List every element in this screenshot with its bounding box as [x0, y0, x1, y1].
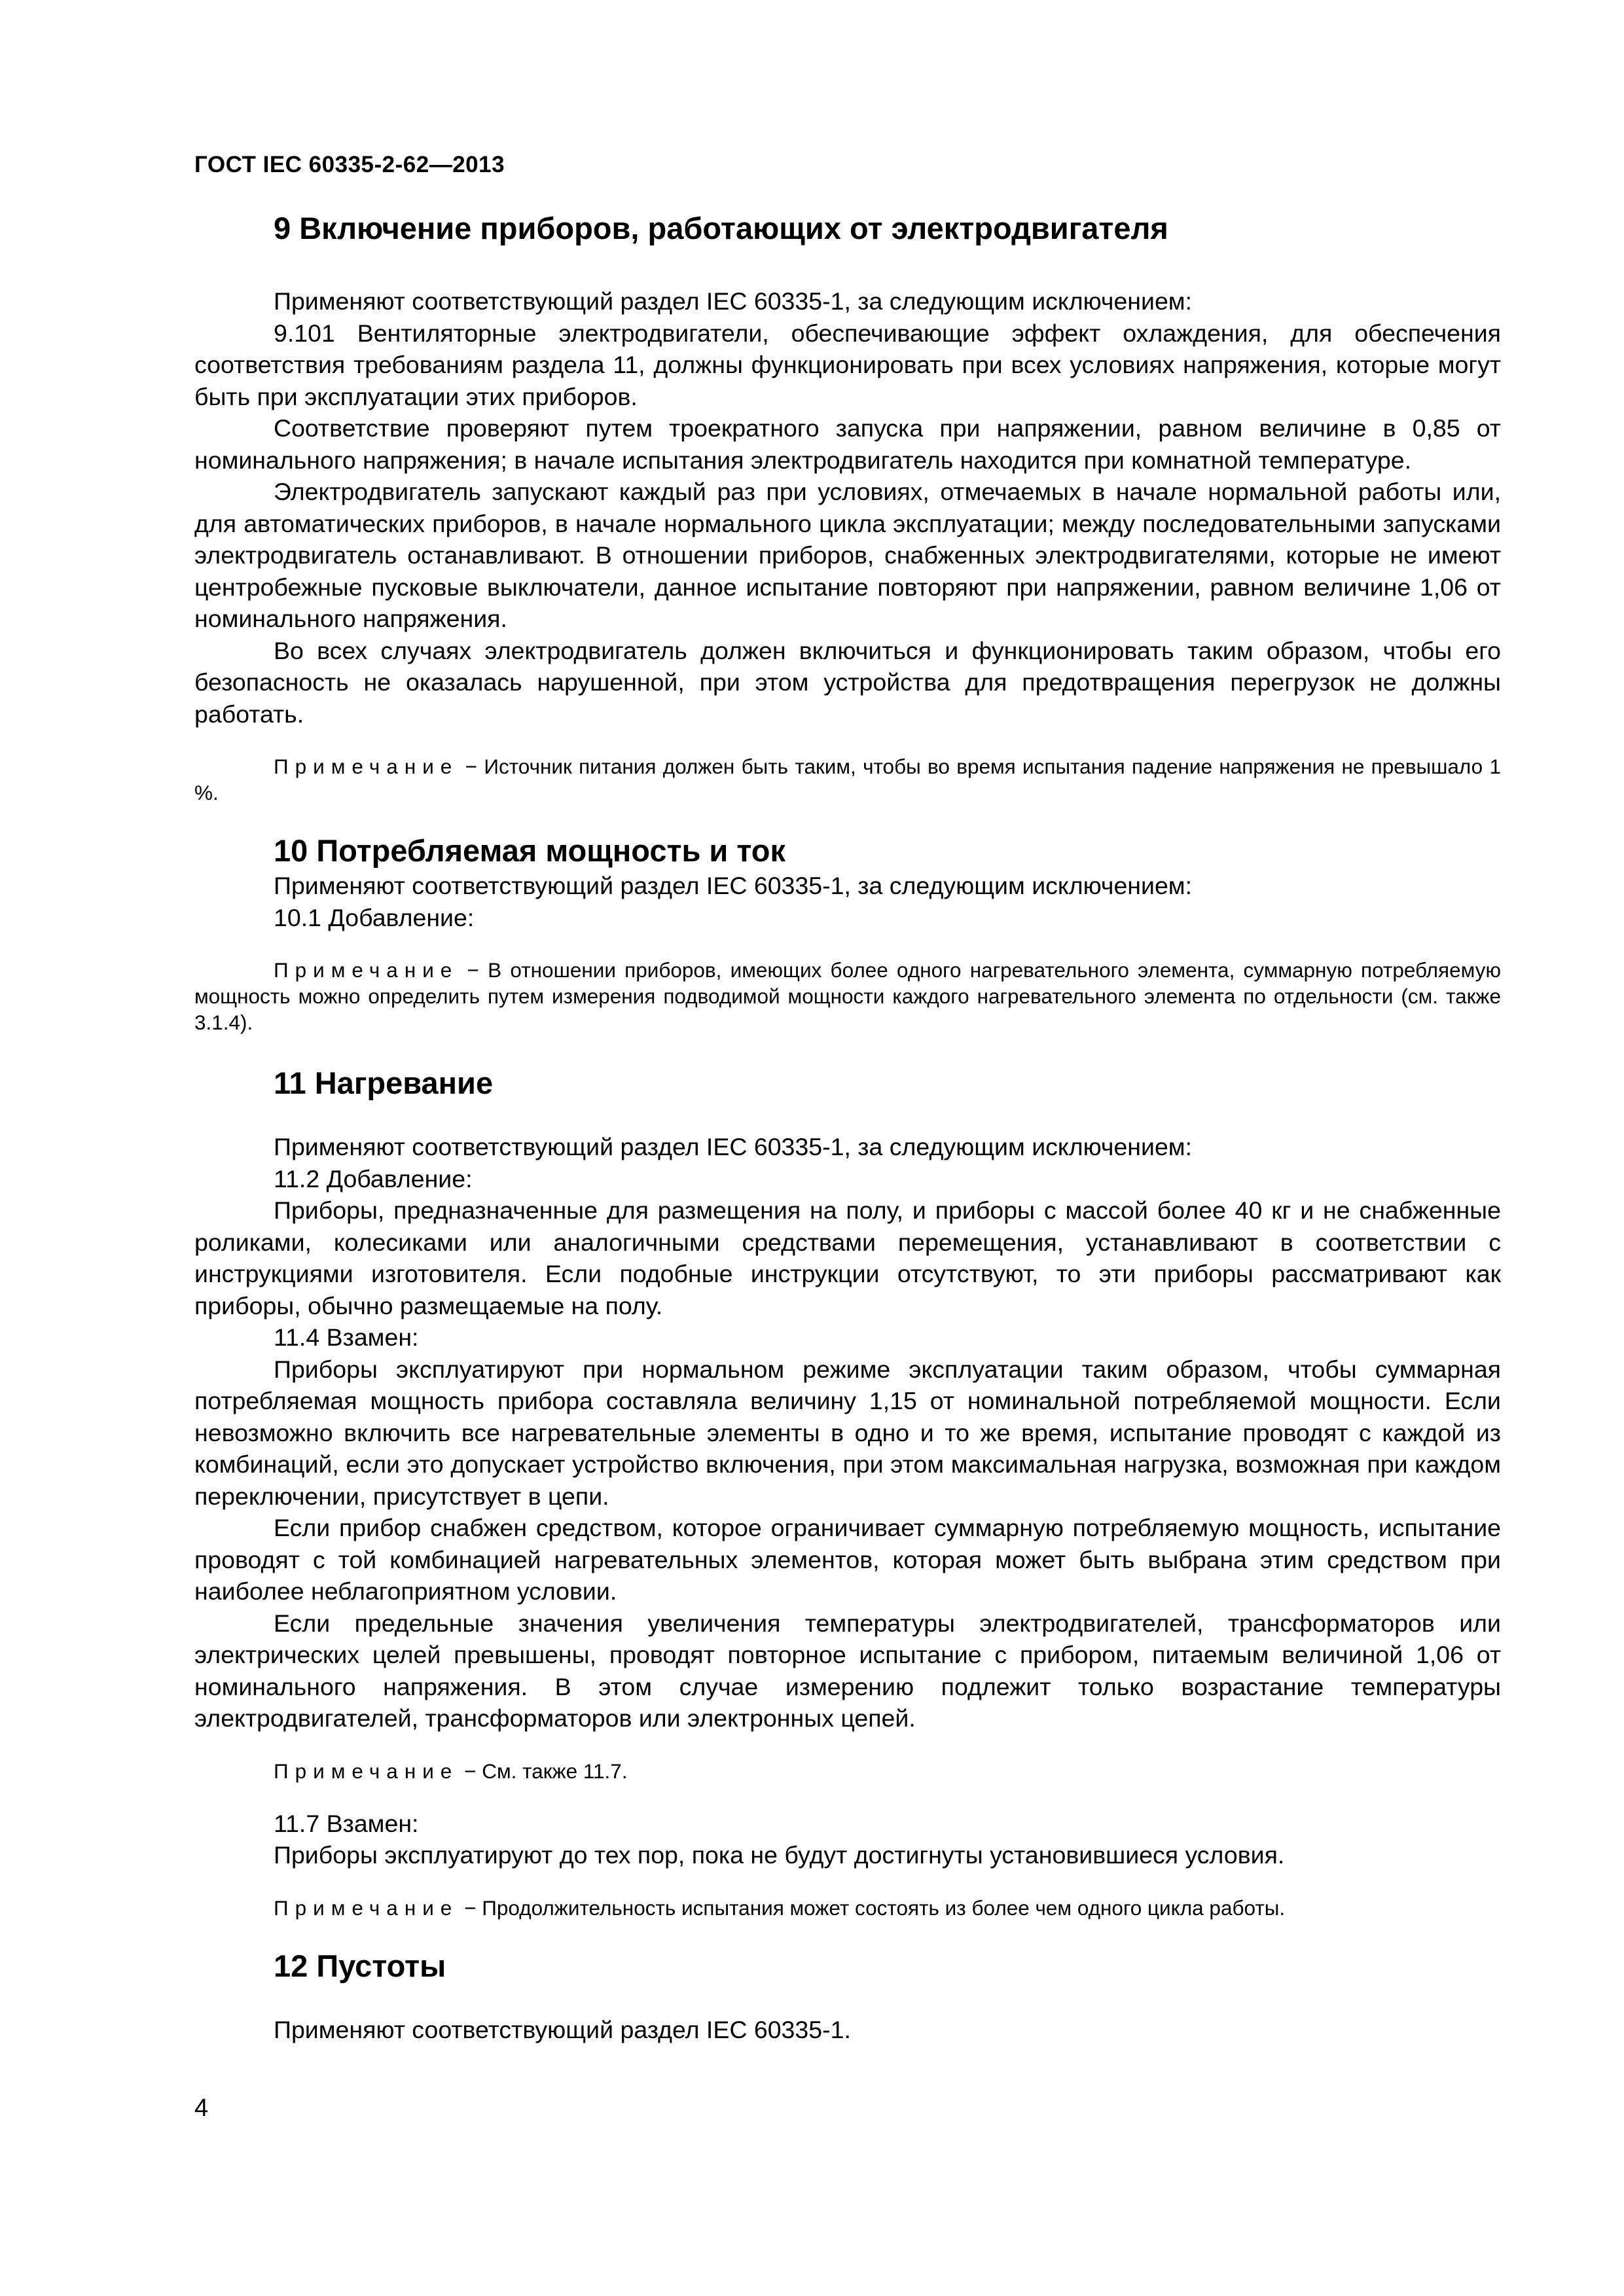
page-number: 4	[194, 2094, 209, 2122]
note-label: Примечание	[274, 755, 459, 778]
note-text: − Источник питания должен быть таким, чтобы во время испытания падение напряжения не превышало 1 %.	[194, 755, 1501, 804]
note-label: Примечание	[274, 1759, 459, 1783]
document-header-code: ГОСТ IEC 60335-2-62—2013	[194, 152, 505, 177]
section-11-paragraph: Приборы, предназначенные для размещения на полу, и приборы с массой более 40 кг и не снабженные роликами, колесиками или аналогичными средствами перемещения, устанавливают в соответствии с инструкциями изготовителя. Если подобные инструкции отсутствуют, то эти приборы рассматривают как приборы, обычно размещаемые на полу.	[194, 1196, 1501, 1319]
note-text: − В отношении приборов, имеющих более одного нагревательного элемента, суммарную потребляемую мощность можно определить путем измерения подводимой мощности каждого нагревательного элемента по отдельности (см. также 3.1.4).	[194, 958, 1501, 1034]
section-11-paragraph: Если предельные значения увеличения температуры электродвигателей, трансформаторов или электрических целей превышены, проводят повторное испытание с прибором, питаемым величиной 1,06 от номинального напряжения. В этом случае измерению подлежит только возрастание температуры электродвигателей, трансформаторов или электронных цепей.	[194, 1609, 1501, 1732]
section-9-heading: 9 Включение приборов, работающих от электродвигателя	[274, 211, 1168, 245]
section-11-note	[194, 1895, 1501, 1921]
section-9-note	[194, 753, 1501, 806]
section-9-paragraph: Электродвигатель запускают каждый раз при условиях, отмечаемых в начале нормальной работы или, для автоматических приборов, в начале нормального цикла эксплуатации; между последовательными запусками электродвигатель останавливают. В отношении приборов, снабженных электродвигателями, которые не имеют центробежные пусковые выключатели, данное испытание повторяют при напряжении, равном величине 1,06 от номинального напряжения.	[194, 478, 1501, 632]
section-9-paragraph: 9.101 Вентиляторные электродвигатели, обеспечивающие эффект охлаждения, для обеспечения соответствия требованиям раздела 11, должны функционировать при всех условиях напряжения, которые могут быть при эксплуатации этих приборов.	[194, 319, 1501, 410]
section-12-paragraph: Применяют соответствующий раздел IEC 60335-1.	[274, 2015, 851, 2043]
section-11-paragraph: 11.7 Взамен:	[274, 1809, 419, 1837]
section-11-note	[194, 1758, 1501, 1784]
section-9-paragraph: Применяют соответствующий раздел IEC 60335-1, за следующим исключением:	[274, 287, 1193, 315]
section-11-paragraph: 11.2 Добавление:	[274, 1164, 473, 1193]
section-11-paragraph: Приборы эксплуатируют при нормальном режиме эксплуатации таким образом, чтобы суммарная потребляемая мощность прибора составляла величину 1,15 от номинальной потребляемой мощности. Если невозможно включить все нагревательные элементы в одно и то же время, испытание проводят с каждой из комбинаций, если это допускает устройство включения, при этом максимальная нагрузка, возможная при каждом переключении, присутствует в цепи.	[194, 1355, 1501, 1510]
section-11-heading: 11 Нагревание	[274, 1066, 494, 1100]
section-11-paragraph: 11.4 Взамен:	[274, 1323, 419, 1351]
section-10-paragraph: Применяют соответствующий раздел IEC 60335-1, за следующим исключением:	[274, 872, 1193, 899]
note-label: Примечание	[274, 958, 459, 982]
section-11-paragraph: Если прибор снабжен средством, которое ограничивает суммарную потребляемую мощность, испытание проводят с той комбинацией нагревательных элементов, которая может быть выбрана этим средством при наиболее неблагоприятном условии.	[194, 1514, 1501, 1605]
section-11-paragraph: Приборы эксплуатируют до тех пор, пока не будут достигнуты установившиеся условия.	[274, 1841, 1285, 1869]
section-10-heading: 10 Потребляемая мощность и ток	[274, 833, 786, 868]
document-body	[194, 209, 1501, 2045]
section-11-paragraph: Применяют соответствующий раздел IEC 60335-1, за следующим исключением:	[274, 1133, 1193, 1160]
note-text: − См. также 11.7.	[458, 1759, 628, 1783]
note-label: Примечание	[274, 1895, 459, 1920]
section-10-note	[194, 957, 1501, 1035]
section-9-paragraph: Соответствие проверяют путем троекратного запуска при напряжении, равном величине в 0,85 от номинального напряжения; в начале испытания электродвигатель находится при комнатной температуре.	[194, 414, 1501, 474]
section-9-paragraph: Во всех случаях электродвигатель должен включиться и функционировать таким образом, чтобы его безопасность не оказалась нарушенной, при этом устройства для предотвращения перегрузок не должны работать.	[194, 636, 1501, 728]
note-text: − Продолжительность испытания может состоять из более чем одного цикла работы.	[458, 1895, 1286, 1920]
section-12-heading: 12 Пустоты	[274, 1948, 446, 1983]
section-10-paragraph: 10.1 Добавление:	[274, 903, 475, 931]
